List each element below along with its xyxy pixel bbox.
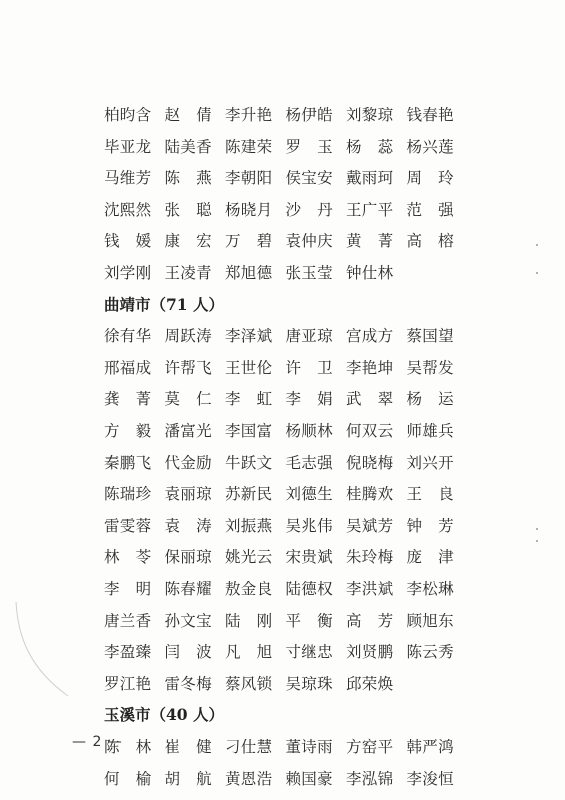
person-name: 牛跃文 bbox=[225, 453, 273, 472]
person-name: 陈 燕 bbox=[164, 169, 212, 188]
person-name: 周跃涛 bbox=[164, 327, 212, 346]
person-name: 杨 运 bbox=[406, 390, 454, 409]
person-name: 赵 倩 bbox=[164, 106, 212, 124]
person-name: 宫成方 bbox=[346, 327, 394, 346]
person-name: 万 碧 bbox=[225, 232, 273, 251]
person-name: 平 衡 bbox=[285, 611, 333, 630]
person-name: 袁仲庆 bbox=[285, 232, 333, 251]
person-name: 潘富光 bbox=[164, 422, 212, 440]
person-name: 钟 芳 bbox=[406, 516, 454, 535]
person-name: 周 玲 bbox=[406, 169, 454, 188]
person-name: 王世伦 bbox=[225, 358, 273, 377]
name-row bbox=[104, 766, 467, 792]
person-name: 李洪斌 bbox=[346, 580, 394, 598]
person-name: 毕亚龙 bbox=[104, 137, 152, 156]
person-name: 李浚恒 bbox=[406, 769, 454, 788]
name-row bbox=[104, 102, 467, 128]
person-name: 闫 波 bbox=[164, 643, 212, 662]
person-name: 李 明 bbox=[104, 580, 152, 598]
person-name: 杨兴莲 bbox=[406, 137, 454, 156]
person-name: 崔 健 bbox=[164, 738, 212, 756]
person-name: 方 毅 bbox=[104, 422, 152, 440]
person-name: 王 良 bbox=[406, 485, 454, 504]
person-name: 陈建荣 bbox=[225, 137, 273, 156]
person-name: 高 榕 bbox=[406, 232, 454, 251]
person-name: 雷雯蓉 bbox=[104, 516, 152, 535]
name-row bbox=[104, 386, 467, 412]
person-name: 李国富 bbox=[225, 422, 273, 440]
person-name: 董诗雨 bbox=[285, 738, 333, 756]
person-name: 沙 丹 bbox=[285, 200, 333, 219]
name-row bbox=[104, 355, 467, 381]
person-name: 李升艳 bbox=[225, 106, 273, 124]
person-name: 范 强 bbox=[406, 200, 454, 219]
person-name: 钱 媛 bbox=[104, 232, 152, 251]
person-name: 吴琼珠 bbox=[285, 674, 333, 693]
person-name: 胡 航 bbox=[164, 769, 212, 788]
person-name: 宋贵斌 bbox=[285, 548, 333, 567]
person-name: 陈 林 bbox=[104, 738, 152, 756]
person-name: 林 苓 bbox=[104, 548, 152, 567]
person-name: 张玉莹 bbox=[285, 264, 333, 282]
person-name: 唐亚琼 bbox=[285, 327, 333, 346]
person-name: 刘贤鹏 bbox=[346, 643, 394, 662]
person-name: 敖金良 bbox=[225, 580, 273, 598]
person-name: 杨顺林 bbox=[285, 422, 333, 440]
person-name: 钟仕林 bbox=[346, 264, 394, 282]
name-row bbox=[104, 228, 467, 254]
person-name: 倪晓梅 bbox=[346, 453, 394, 472]
person-name: 许 卫 bbox=[285, 358, 333, 377]
person-name: 陈春耀 bbox=[164, 580, 212, 598]
person-name: 苏新民 bbox=[225, 485, 273, 504]
person-name: 许帮飞 bbox=[164, 358, 212, 377]
person-name: 刘黎琼 bbox=[346, 106, 394, 124]
person-name: 赖国豪 bbox=[285, 769, 333, 788]
scan-edge-curve bbox=[12, 600, 72, 700]
person-name: 蔡风锁 bbox=[225, 674, 273, 693]
scan-speck bbox=[536, 540, 538, 542]
person-name: 唐兰香 bbox=[104, 611, 152, 630]
person-name: 刘学刚 bbox=[104, 264, 152, 282]
person-name: 刘兴开 bbox=[406, 453, 454, 472]
person-name: 高 芳 bbox=[346, 611, 394, 630]
name-row bbox=[104, 323, 467, 349]
name-row bbox=[104, 165, 467, 191]
person-name: 方窑平 bbox=[346, 738, 394, 756]
person-name: 庞 津 bbox=[406, 548, 454, 567]
name-row bbox=[104, 481, 467, 507]
person-name: 杨 蕊 bbox=[346, 137, 394, 156]
person-name: 王广平 bbox=[346, 200, 394, 219]
person-name: 郑旭德 bbox=[225, 264, 273, 282]
person-name: 毛志强 bbox=[285, 453, 333, 472]
name-row bbox=[104, 734, 467, 760]
person-name: 李艳坤 bbox=[346, 358, 394, 377]
person-name: 何 榆 bbox=[104, 769, 152, 788]
person-name: 刁仕慧 bbox=[225, 738, 273, 756]
person-name: 保丽琼 bbox=[164, 548, 212, 567]
person-name: 黄 菁 bbox=[346, 232, 394, 251]
name-row bbox=[104, 134, 467, 160]
person-name: 代金励 bbox=[164, 453, 212, 472]
name-row bbox=[104, 450, 467, 476]
person-name: 吴斌芳 bbox=[346, 516, 394, 535]
person-name: 徐有华 bbox=[104, 327, 152, 346]
person-name: 李朝阳 bbox=[225, 169, 273, 188]
person-name: 寸继忠 bbox=[285, 643, 333, 662]
person-name: 凡 旭 bbox=[225, 643, 273, 662]
person-name: 李泓锦 bbox=[346, 769, 394, 788]
scan-speck bbox=[536, 244, 538, 246]
person-name: 刘德生 bbox=[285, 485, 333, 504]
name-row bbox=[104, 671, 407, 697]
person-name: 李 虹 bbox=[225, 390, 273, 409]
person-name: 邢福成 bbox=[104, 358, 152, 377]
name-row bbox=[104, 513, 467, 539]
person-name: 吴兆伟 bbox=[285, 516, 333, 535]
name-row bbox=[104, 639, 467, 665]
person-name: 袁丽琼 bbox=[164, 485, 212, 504]
person-name: 陈瑞珍 bbox=[104, 485, 152, 504]
name-row bbox=[104, 260, 407, 286]
person-name: 姚光云 bbox=[225, 548, 273, 567]
person-name: 桂腾欢 bbox=[346, 485, 394, 504]
person-name: 李松琳 bbox=[406, 580, 454, 598]
person-name: 侯宝安 bbox=[285, 169, 333, 188]
person-name: 莫 仁 bbox=[164, 390, 212, 409]
person-name: 武 翠 bbox=[346, 390, 394, 409]
person-name: 李盈臻 bbox=[104, 643, 152, 662]
person-name: 戴雨珂 bbox=[346, 169, 394, 188]
person-name: 龚 菁 bbox=[104, 390, 152, 409]
person-name: 黄恩浩 bbox=[225, 769, 273, 788]
person-name: 沈熙然 bbox=[104, 200, 152, 219]
person-name: 陈云秀 bbox=[406, 643, 454, 662]
name-row bbox=[104, 576, 467, 602]
person-name: 李泽斌 bbox=[225, 327, 273, 346]
person-name: 杨晓月 bbox=[225, 200, 273, 219]
page-number: — 2 — bbox=[72, 734, 123, 750]
scan-speck bbox=[536, 272, 538, 274]
name-row bbox=[104, 608, 467, 634]
name-row bbox=[104, 197, 467, 223]
person-name: 何双云 bbox=[346, 422, 394, 440]
person-name: 韩严鸿 bbox=[406, 738, 454, 756]
person-name: 孙文宝 bbox=[164, 611, 212, 630]
person-name: 袁 涛 bbox=[164, 516, 212, 535]
person-name: 罗江艳 bbox=[104, 674, 152, 693]
person-name: 张 聪 bbox=[164, 200, 212, 219]
person-name: 蔡国望 bbox=[406, 327, 454, 346]
person-name: 马维芳 bbox=[104, 169, 152, 188]
person-name: 雷冬梅 bbox=[164, 674, 212, 693]
person-name: 陆 刚 bbox=[225, 611, 273, 630]
name-row bbox=[104, 418, 467, 444]
person-name: 钱春艳 bbox=[406, 106, 454, 124]
person-name: 陆德权 bbox=[285, 580, 333, 598]
section-heading: 曲靖市（71 人） bbox=[104, 294, 224, 314]
person-name: 朱玲梅 bbox=[346, 548, 394, 567]
person-name: 邱荣焕 bbox=[346, 674, 394, 693]
section-heading: 玉溪市（40 人） bbox=[104, 705, 224, 725]
person-name: 刘振燕 bbox=[225, 516, 273, 535]
person-name: 吴帮发 bbox=[406, 358, 454, 377]
person-name: 顾旭东 bbox=[406, 611, 454, 630]
name-row bbox=[104, 544, 467, 570]
person-name: 秦鹏飞 bbox=[104, 453, 152, 472]
person-name: 罗 玉 bbox=[285, 137, 333, 156]
person-name: 王凌青 bbox=[164, 264, 212, 282]
person-name: 陆美香 bbox=[164, 137, 212, 156]
person-name: 康 宏 bbox=[164, 232, 212, 251]
scan-speck bbox=[536, 528, 538, 530]
person-name: 柏昀含 bbox=[104, 106, 152, 124]
person-name: 杨伊皓 bbox=[285, 106, 333, 124]
person-name: 师雄兵 bbox=[406, 422, 454, 440]
person-name: 李 娟 bbox=[285, 390, 333, 409]
